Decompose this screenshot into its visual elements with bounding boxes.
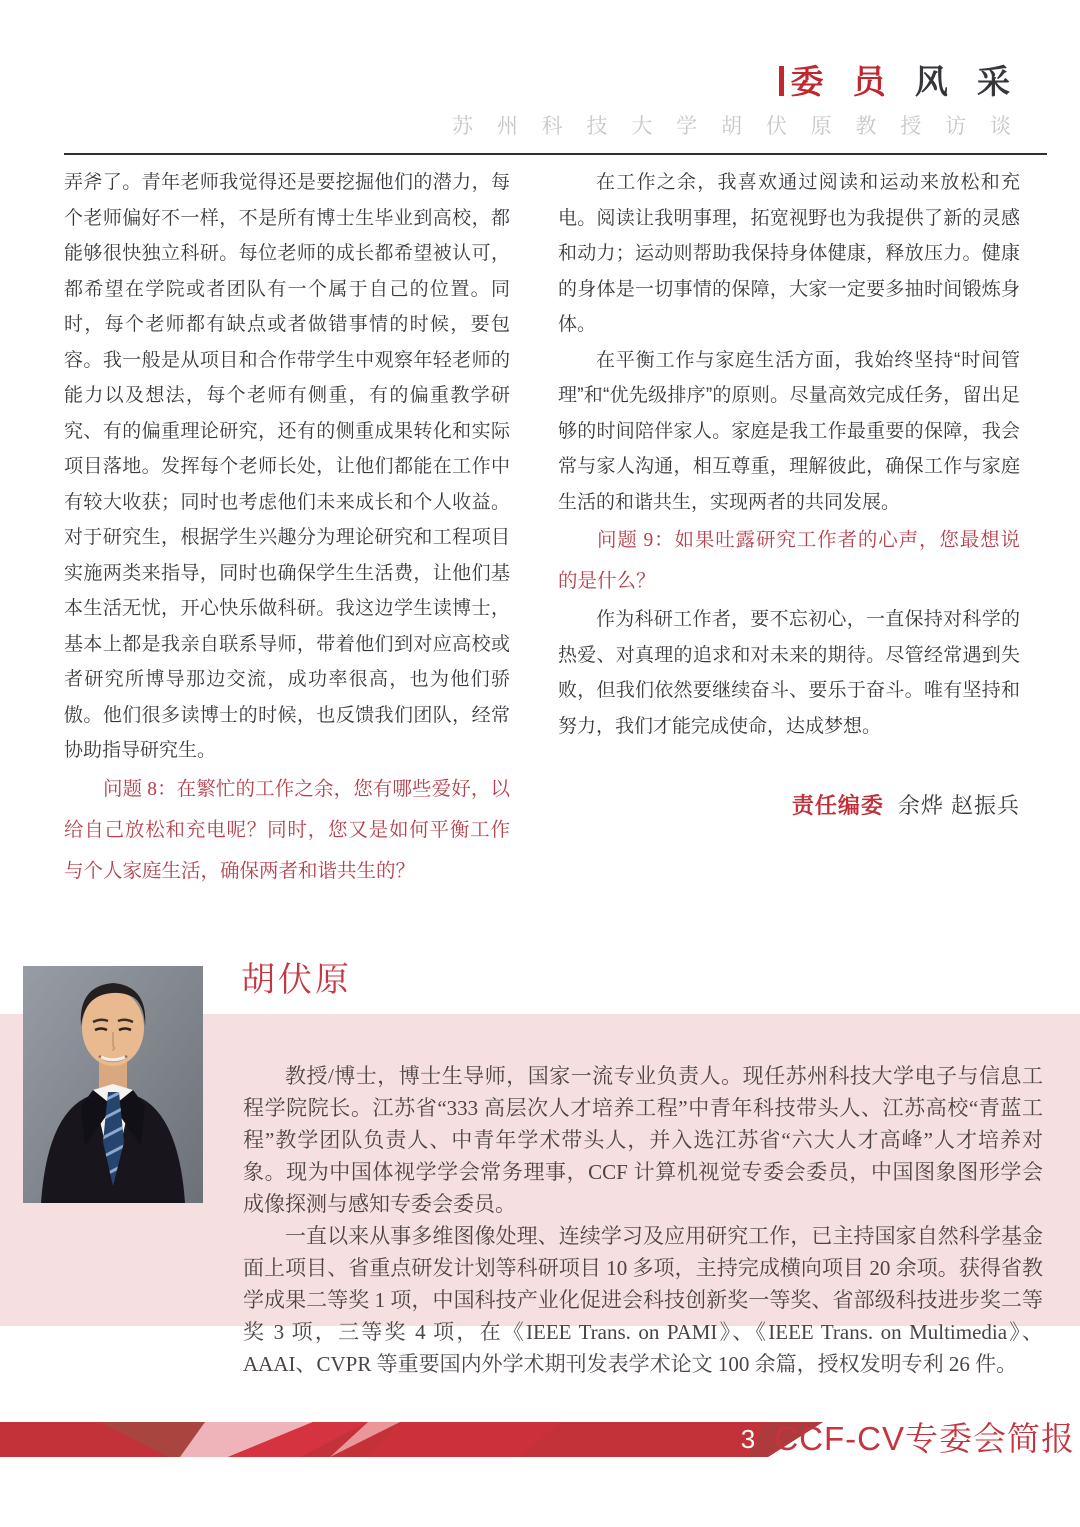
answer-paragraph-1: 在工作之余，我喜欢通过阅读和运动来放松和充电。阅读让我明事理，拓宽视野也为我提供了新的灵感和动力；运动则帮助我保持身体健康，释放压力。健康的身体是一切事情的保障，大家一定要多抽时间锻炼身体。 [558,172,1020,335]
answer-paragraph-2: 在平衡工作与家庭生活方面，我始终坚持“时间管理”和“优先级排序”的原则。尽量高效完成任务，留出足够的时间陪伴家人。家庭是我工作最重要的保障，我会常与家人沟通，相互尊重，理解彼此，确保工作与家庭生活的和谐共生，实现两者的共同发展。 [558,349,1020,513]
interview-question-8: 问题 8：在繁忙的工作之余，您有哪些爱好，以给自己放松和充电呢？同时，您又是如何平衡工作与个人家庭生活，确保两者和谐共生的？ [64,778,510,882]
editor-credit-names: 余烨 赵振兵 [897,793,1020,818]
body-paragraph-continued: 弄斧了。青年老师我觉得还是要挖掘他们的潜力，每个老师偏好不一样，不是所有博士生毕业到高校，都能够很快独立科研。每位老师的成长都希望被认可，都希望在学院或者团队有一个属于自己的位置。同时，每个老师都有缺点或者做错事情的时候，要包容。我一般是从项目和合作带学生中观察年轻老师的能力以及想法，每个老师有侧重，有的偏重教学研究、有的偏重理论研究，还有的侧重成果转化和实际项目落地。发挥每个老师长处，让他们都能在工作中有较大收获；同时也考虑他们未来成长和个人收益。对于研究生，根据学生兴趣分为理论研究和工程项目实施两类来指导，同时也确保学生生活费，让他们基本生活无忧，开心快乐做科研。我这边学生读博士，基本上都是我亲自联系导师，带着他们到对应高校或者研究所博导那边交流，成功率很高，也为他们骄傲。他们很多读博士的时候，也反馈我们团队，经常协助指导研究生。 [64,172,510,761]
section-title-accent: 委 员 [790,63,896,100]
footer-ribbon-graphic [0,1400,830,1460]
article-right-column [558,162,1020,824]
header-divider [64,153,1047,155]
answer-paragraph-3: 作为科研工作者，要不忘初心，一直保持对科学的热爱、对真理的追求和对未来的期待。尽管经常遇到失败，但我们依然要继续奋斗、要乐于奋斗。唯有坚持和努力，我们才能完成使命，达成梦想。 [558,609,1020,737]
profile-name: 胡伏原 [241,961,352,999]
masthead-subtitle: 苏 州 科 技 大 学 胡 伏 原 教 授 访 谈 [451,115,1020,138]
section-title-rest: 风 采 [914,63,1020,100]
page-number: 3 [740,1424,756,1454]
title-accent-bar-icon [779,66,784,96]
editor-credit [558,788,1020,824]
profile-bio-paragraph-2: 一直以来从事多维图像处理、连续学习及应用研究工作，已主持国家自然科学基金面上项目、省重点研发计划等科研项目 10 多项，主持完成横向项目 20 余项。获得省教学成果二等奖 1 项，中国科技产业化促进会科技创新奖一等奖、省部级科技进步奖二等奖 3 项，三等奖 4 项，在《IEEE Trans. on PAMI》、《IEEE Trans. on Multimedia》、AAAI、CVPR 等重要国内外学术期刊发表学术论文 100 余篇，授权发明专利 26 件。 [243,1224,1043,1376]
newsletter-brand: CCF-CV专委会简报 [774,1420,1075,1457]
editor-credit-label: 责任编委 [791,793,884,818]
profile-bio [243,1060,1043,1380]
interview-question-9: 问题 9：如果吐露研究工作者的心声，您最想说的是什么？ [558,530,1020,592]
masthead [452,62,1020,140]
article-left-column [64,162,510,892]
portrait-photo [23,966,203,1203]
section-title [452,62,1020,102]
profile-bio-paragraph-1: 教授/博士，博士生导师，国家一流专业负责人。现任苏州科技大学电子与信息工程学院院长。江苏省“333 高层次人才培养工程”中青年科技带头人、江苏高校“青蓝工程”教学团队负责人、中青年学术带头人，并入选江苏省“六大人才高峰”人才培养对象。现为中国体视学学会常务理事，CCF 计算机视觉专委会委员，中国图象图形学会成像探测与感知专委会委员。 [243,1064,1043,1216]
